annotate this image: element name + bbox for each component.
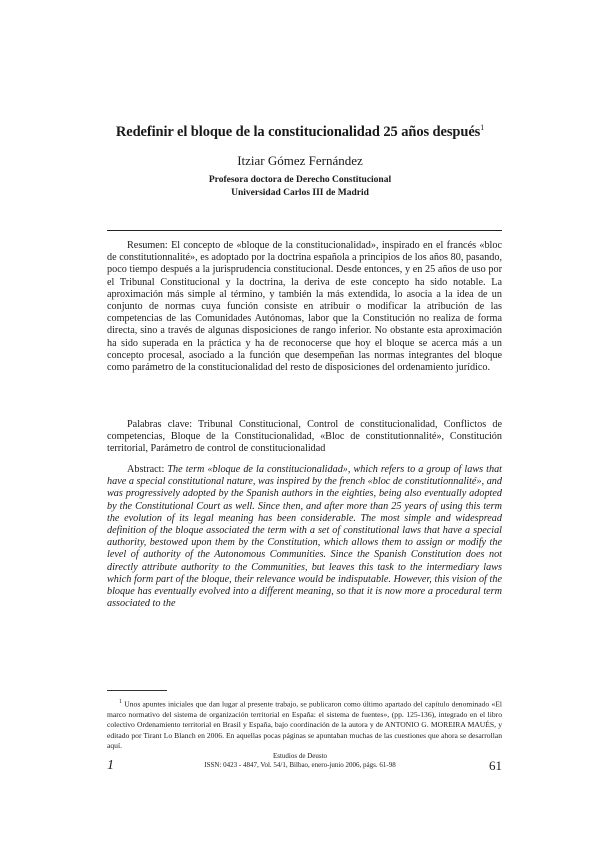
resumen-label: Resumen: bbox=[127, 240, 168, 251]
footnote-separator bbox=[107, 690, 167, 691]
folio-left: 1 bbox=[107, 758, 114, 773]
affiliation-institution: Universidad Carlos III de Madrid bbox=[231, 187, 369, 198]
footnote-mark: 1 bbox=[119, 699, 122, 705]
keywords-text: Tribunal Constitucional, Control de constitucionalidad, Conflictos de competencias, Bloque de la Constitucionalidad, «Bloc de constitutionnalité», Constitución territorial, Parámetro de control de constitucionalidad bbox=[107, 419, 502, 455]
journal-footer bbox=[150, 752, 450, 770]
article-title bbox=[100, 123, 500, 141]
affiliation-position: Profesora doctora de Derecho Constitucional bbox=[208, 175, 392, 185]
title-footnote-mark[interactable]: 1 bbox=[480, 123, 485, 132]
abstract-top-rule bbox=[107, 230, 502, 231]
page-number: 61 bbox=[489, 758, 502, 773]
abstract-label: Abstract: bbox=[127, 464, 165, 475]
journal-name: Estudios de Deusto bbox=[272, 752, 328, 760]
author-affiliation bbox=[100, 174, 500, 199]
keywords-paragraph bbox=[107, 419, 502, 456]
keywords-label: Palabras clave: bbox=[127, 419, 193, 430]
title-text: Redefinir el bloque de la constitucionalidad 25 años después bbox=[115, 123, 481, 140]
footnote bbox=[107, 697, 502, 752]
abstract-text: The term «bloque de la constitucionalidad», which refers to a group of laws that have a special constitutional nature, was inspired by the french «bloc de constitutionnalité», and was progressively adopted by the Spanish authors in the eighties, being also eventually adopted by the Constitutional Court as well. Since then, and after more than 25 years of using this term the evolution of its legal meaning has been considerable. The most simple and widespread definition of the bloque associated the term with a set of constitutional laws that have a special authority, bestowed upon them by the Constitution, which allows them to assign or modify the level of authority of the Autonomous Communities. Since the Spanish Constitution does not directly attribute authority to the Communities, but leaves this task to the intermediary laws which form part of the bloque, their relevance would be indisputable. However, this vision of the bloque has eventually evolved into a different meaning, so that it is now more a procedural term associated to the bbox=[107, 464, 502, 610]
footnote-text: Unos apuntes iniciales que dan lugar al presente trabajo, se publicaron como último apartado del capítulo denominado «El marco normativo del sistema de organización territorial en España: el sistema de fuentes», (pp. 125-136), integrado en el libro colectivo Ordenamiento territorial en Brasil y España, bajo coordinación de la autora y de ANTONIO G. MOREIRA MAUÉS, y editado por Tirant Lo Blanch en 2006. En aquellas pocas páginas se apuntaban muchas de las cuestiones que ahora se desarrollan aquí. bbox=[107, 699, 502, 751]
author-name: Itziar Gómez Fernández bbox=[237, 153, 363, 168]
journal-issn: ISSN: 0423 - 4847, Vol. 54/1, Bilbao, enero-junio 2006, págs. 61-98 bbox=[204, 761, 396, 769]
abstract-paragraph bbox=[107, 464, 502, 610]
resumen-paragraph bbox=[107, 240, 502, 374]
resumen-text: El concepto de «bloque de la constitucionalidad», inspirado en el francés «bloc de constitutionnalité», es adoptado por la doctrina española a principios de los años 80, pasando, poco tiempo después a la jurisprudencia constitucional. Desde entonces, y en 25 años de uso por el Tribunal Constitucional y la doctrina, la deriva de este concepto ha sido notable. La aproximación más simple al término, y también la más extendida, lo asocia a la idea de un conjunto de normas cuya función consiste en atribuir o modificar la atribución de las competencias de las Comunidades Autónomas, labor que la Constitución no realiza de forma directa, sino a través de algunas disposiciones de rango inferior. No obstante esta aproximación ha sido superada en la práctica y ha de reconocerse que hoy el bloque se acerca más a un concepto procesal, asociado a la función que desempeñan las normas integrantes del bloque como parámetro de la constitucionalidad del resto de disposiciones del ordenamiento jurídico. bbox=[107, 240, 502, 374]
